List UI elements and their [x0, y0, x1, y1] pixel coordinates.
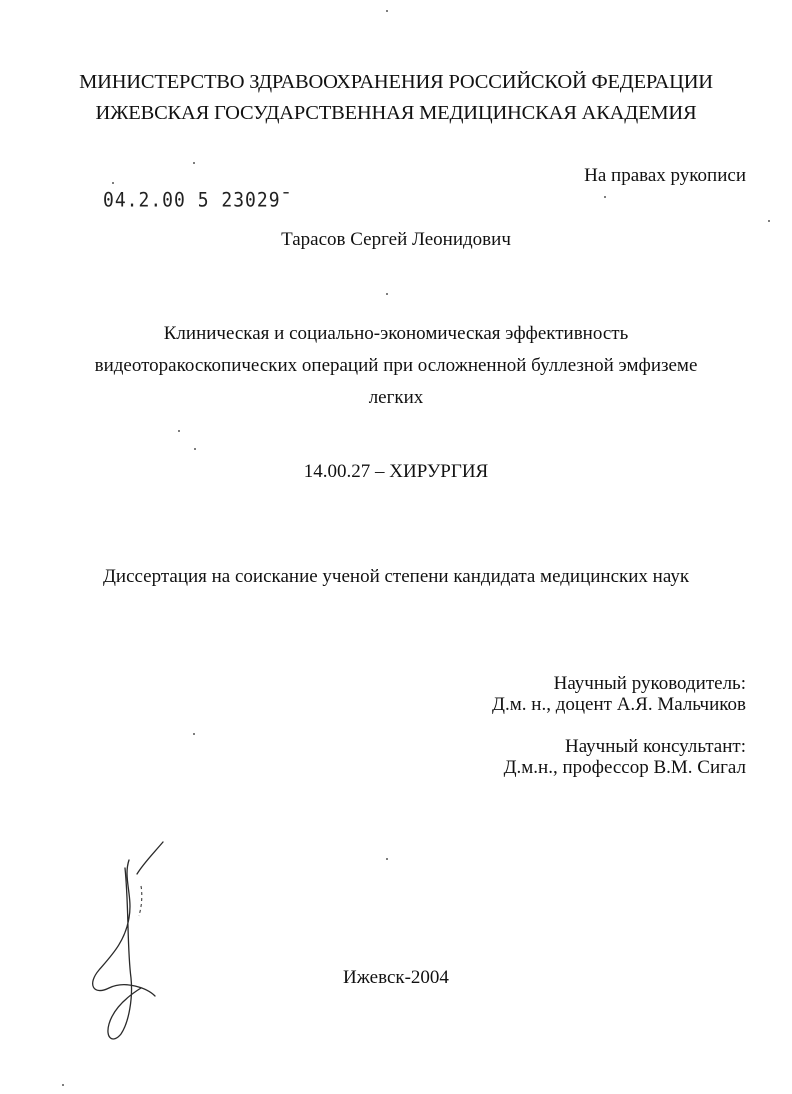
scan-speck: [386, 10, 388, 12]
scan-speck: [386, 293, 388, 295]
scan-speck: [386, 858, 388, 860]
handwritten-signature-icon: [85, 838, 175, 1048]
scan-speck: [112, 182, 114, 184]
scan-speck: [178, 430, 180, 432]
scan-speck: [62, 1084, 64, 1086]
scan-speck: [194, 448, 196, 450]
stamp-dash-mark: ¯: [280, 189, 293, 212]
consultant-label: Научный консультант:: [564, 736, 746, 757]
consultant-name: Д.м.н., профессор В.М. Сигал: [503, 757, 746, 778]
scan-speck: [768, 220, 770, 222]
degree-statement: Диссертация на соискание ученой степени кандидата медицинских наук: [102, 566, 690, 587]
scan-speck: [193, 162, 195, 164]
manuscript-note: На правах рукописи: [584, 165, 746, 186]
registration-number: 04.2.00 5 23029: [103, 189, 281, 212]
dissertation-title-line-3: легких: [368, 387, 424, 408]
academy-heading: ИЖЕВСКАЯ ГОСУДАРСТВЕННАЯ МЕДИЦИНСКАЯ АКАДЕМИЯ: [95, 102, 697, 124]
supervisor-label: Научный руководитель:: [553, 673, 746, 694]
scan-speck: [193, 733, 195, 735]
ministry-heading: МИНИСТЕРСТВО ЗДРАВООХРАНЕНИЯ РОССИЙСКОЙ ФЕДЕРАЦИИ: [79, 71, 713, 93]
specialty-code: 14.00.27 – ХИРУРГИЯ: [303, 461, 489, 482]
author-name: Тарасов Сергей Леонидович: [281, 229, 511, 250]
dissertation-title-line-2: видеоторакоскопических операций при осложненной буллезной эмфиземе: [94, 355, 698, 376]
place-and-year: Ижевск-2004: [343, 967, 449, 988]
registration-stamp: [103, 189, 292, 212]
supervisor-name: Д.м. н., доцент А.Я. Мальчиков: [492, 694, 746, 715]
dissertation-title-line-1: Клиническая и социально-экономическая эффективность: [163, 323, 629, 344]
scan-speck: [604, 196, 606, 198]
